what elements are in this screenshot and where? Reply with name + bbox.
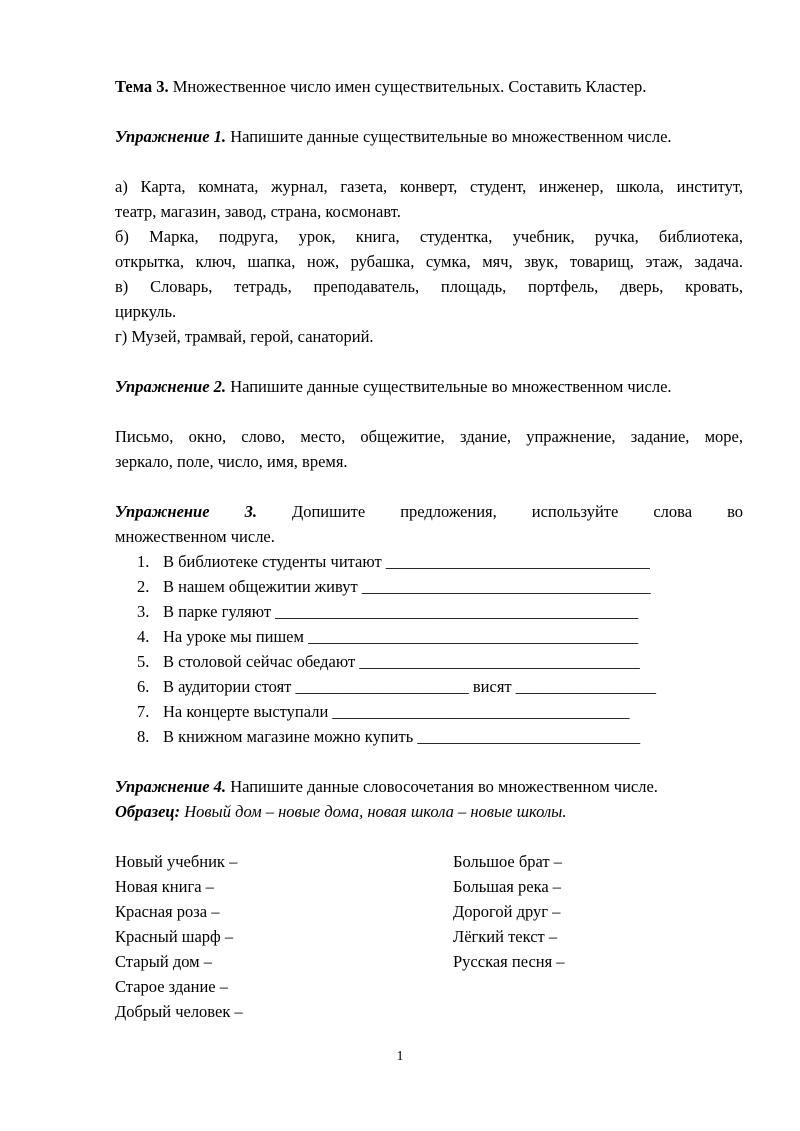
list-item-text: На уроке мы пишем ________________________________________ [163, 627, 639, 646]
phrase-item: Старое здание – [115, 977, 228, 996]
exercise-1-line: в) Словарь, тетрадь, преподаватель, площадь, портфель, дверь, кровать, [115, 277, 743, 296]
exercise-4-left-column [115, 849, 453, 1024]
list-item-number: 2. [137, 577, 150, 596]
list-item-text: В библиотеке студенты читают ________________________________ [163, 552, 650, 571]
exercise-1-instruction: Напишите данные существительные во множественном числе. [226, 127, 672, 146]
phrase-item: Русская песня – [453, 952, 565, 971]
exercise-1-heading [115, 124, 743, 149]
list-item-number: 3. [137, 602, 150, 621]
list-item [115, 574, 743, 599]
exercise-3-instruction-cont: множественном числе. [115, 527, 275, 546]
list-item-text: В столовой сейчас обедают __________________________________ [163, 652, 640, 671]
list-item-text: В нашем общежитии живут ___________________________________ [163, 577, 651, 596]
list-item-number: 4. [137, 627, 150, 646]
exercise-2-label: Упражнение 2. [115, 377, 227, 396]
page-number: 1 [396, 1049, 404, 1064]
topic-heading [115, 74, 743, 99]
list-item [115, 699, 743, 724]
exercise-1-line: театр, магазин, завод, страна, космонавт. [115, 202, 401, 221]
exercise-3-heading [115, 499, 743, 524]
phrase-item: Большая река – [453, 877, 562, 896]
list-item-number: 6. [137, 677, 150, 696]
list-item-number: 8. [137, 727, 150, 746]
exercise-2-instruction: Напишите данные существительные во множественном числе. [226, 377, 672, 396]
topic-label: Тема 3. [115, 77, 169, 96]
phrase-item: Красная роза – [115, 902, 220, 921]
exercise-1-line: а) Карта, комната, журнал, газета, конверт, студент, инженер, школа, институт, [115, 177, 743, 196]
list-item-text: На концерте выступали ____________________________________ [163, 702, 630, 721]
exercise-4-instruction: Напишите данные словосочетания во множественном числе. [226, 777, 658, 796]
list-item-number: 1. [137, 552, 150, 571]
phrase-item: Новый учебник – [115, 852, 238, 871]
phrase-item: Дорогой друг – [453, 902, 561, 921]
list-item-text: В книжном магазине можно купить ___________________________ [163, 727, 641, 746]
list-item [115, 674, 743, 699]
exercise-4-right-column [453, 849, 743, 1024]
list-item-text: В аудитории стоят _____________________ висят _________________ [163, 677, 657, 696]
exercise-2-line: Письмо, окно, слово, место, общежитие, здание, упражнение, задание, море, [115, 427, 743, 446]
list-item [115, 724, 743, 749]
phrase-item: Добрый человек – [115, 1002, 243, 1021]
sample-text: Новый дом – новые дома, новая школа – новые школы. [180, 802, 567, 821]
exercise-4-heading [115, 774, 743, 799]
list-item-number: 5. [137, 652, 150, 671]
exercise-1-line: циркуль. [115, 302, 177, 321]
list-item [115, 549, 743, 574]
exercise-2-heading [115, 374, 743, 399]
list-item [115, 624, 743, 649]
exercise-3-instruction: Допишите предложения, используйте слова во [256, 502, 743, 521]
phrase-item: Старый дом – [115, 952, 212, 971]
exercise-4-sample [115, 799, 743, 824]
topic-text: Множественное число имен существительных. Составить Кластер. [168, 77, 647, 96]
phrase-item: Лёгкий текст – [453, 927, 558, 946]
exercise-4-columns [115, 849, 743, 1024]
exercise-1-line: б) Марка, подруга, урок, книга, студентка, учебник, ручка, библиотека, [115, 227, 743, 246]
list-item [115, 599, 743, 624]
exercise-2-line: зеркало, поле, число, имя, время. [115, 452, 348, 471]
list-item-number: 7. [137, 702, 150, 721]
exercise-1-label: Упражнение 1. [115, 127, 227, 146]
phrase-item: Большое брат – [453, 852, 562, 871]
exercise-1-line: г) Музей, трамвай, герой, санаторий. [115, 327, 374, 346]
document-page [115, 74, 743, 1024]
sample-label: Образец: [115, 802, 181, 821]
list-item [115, 649, 743, 674]
exercise-1-line: открытка, ключ, шапка, нож, рубашка, сумка, мяч, звук, товарищ, этаж, задача. [115, 252, 743, 271]
exercise-3-label: Упражнение 3. [115, 502, 257, 521]
list-item-text: В парке гуляют ____________________________________________ [163, 602, 639, 621]
exercise-3-list [115, 549, 743, 749]
phrase-item: Красный шарф – [115, 927, 234, 946]
exercise-4-label: Упражнение 4. [115, 777, 227, 796]
phrase-item: Новая книга – [115, 877, 214, 896]
